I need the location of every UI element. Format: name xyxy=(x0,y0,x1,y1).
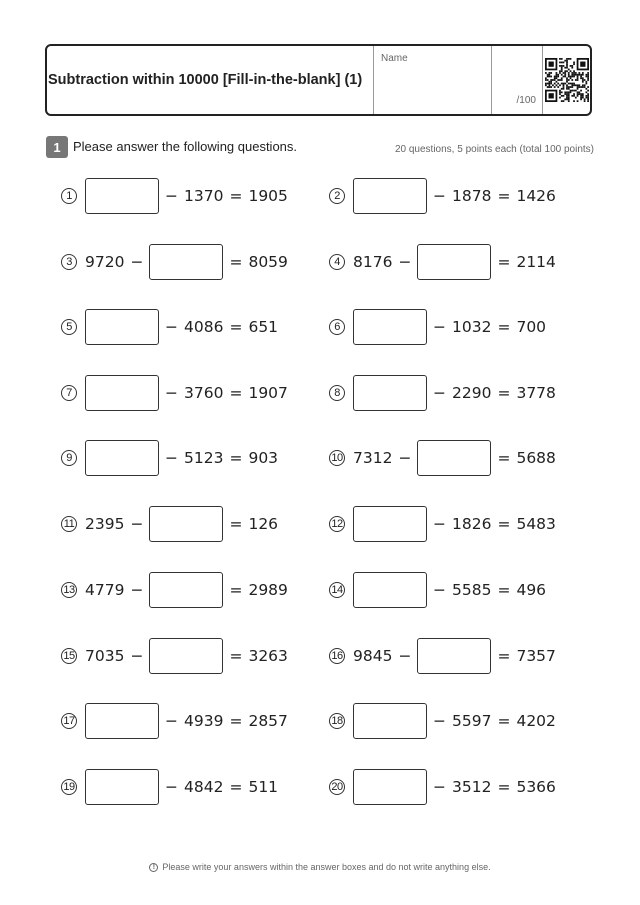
answer-box[interactable] xyxy=(149,506,223,542)
score-field xyxy=(492,46,543,114)
question-number: 3 xyxy=(61,254,77,270)
difference: 2114 xyxy=(516,253,556,271)
equals-sign: = xyxy=(229,778,243,796)
answer-box[interactable] xyxy=(85,178,159,214)
answer-box[interactable] xyxy=(417,440,491,476)
question-number: 18 xyxy=(329,713,345,729)
answer-box[interactable] xyxy=(85,309,159,345)
minuend: 2395 xyxy=(85,515,125,533)
question-number: 12 xyxy=(329,516,345,532)
qr-cell xyxy=(543,46,590,114)
answer-box[interactable] xyxy=(417,244,491,280)
points-note: 20 questions, 5 points each (total 100 points) xyxy=(394,144,594,155)
difference: 3263 xyxy=(248,647,288,665)
question-number: 5 xyxy=(61,319,77,335)
minus-sign: − xyxy=(433,318,446,336)
difference: 2989 xyxy=(248,581,288,599)
difference: 496 xyxy=(516,581,547,599)
question-number: 15 xyxy=(61,648,77,664)
difference: 4202 xyxy=(516,712,556,730)
minus-sign: − xyxy=(398,647,412,665)
difference: 1426 xyxy=(516,187,556,205)
equals-sign: = xyxy=(229,712,243,730)
equals-sign: = xyxy=(497,253,511,271)
equals-sign: = xyxy=(229,647,243,665)
question-number: 14 xyxy=(329,582,345,598)
difference: 5483 xyxy=(516,515,556,533)
section-header xyxy=(46,136,594,158)
question-number: 17 xyxy=(61,713,77,729)
difference: 3778 xyxy=(516,384,556,402)
subtrahend: 1878 xyxy=(452,187,492,205)
answer-box[interactable] xyxy=(353,703,427,739)
minus-sign: − xyxy=(165,187,178,205)
answer-box[interactable] xyxy=(353,178,427,214)
question-number: 4 xyxy=(329,254,345,270)
subtrahend: 4939 xyxy=(184,712,224,730)
subtrahend: 5123 xyxy=(184,449,224,467)
question-15 xyxy=(61,638,288,674)
equals-sign: = xyxy=(229,581,243,599)
equals-sign: = xyxy=(229,187,243,205)
score-label: /100 xyxy=(516,95,536,106)
footer xyxy=(0,862,640,872)
qr-code-icon xyxy=(545,58,589,102)
subtrahend: 5585 xyxy=(452,581,492,599)
question-number: 19 xyxy=(61,779,77,795)
difference: 511 xyxy=(248,778,279,796)
difference: 1907 xyxy=(248,384,288,402)
question-14 xyxy=(329,572,546,608)
worksheet-title: Subtraction within 10000 [Fill-in-the-blank] (1) xyxy=(48,72,363,88)
subtrahend: 4086 xyxy=(184,318,224,336)
subtrahend: 2290 xyxy=(452,384,492,402)
minus-sign: − xyxy=(165,778,178,796)
question-number: 20 xyxy=(329,779,345,795)
question-number: 8 xyxy=(329,385,345,401)
minus-sign: − xyxy=(130,647,144,665)
minus-sign: − xyxy=(398,449,412,467)
minuend: 4779 xyxy=(85,581,125,599)
answer-box[interactable] xyxy=(353,309,427,345)
equals-sign: = xyxy=(497,515,511,533)
difference: 5366 xyxy=(516,778,556,796)
difference: 2857 xyxy=(248,712,288,730)
answer-box[interactable] xyxy=(85,769,159,805)
minus-sign: − xyxy=(433,778,446,796)
question-13 xyxy=(61,572,288,608)
name-field[interactable] xyxy=(374,46,492,114)
subtrahend: 4842 xyxy=(184,778,224,796)
difference: 8059 xyxy=(248,253,288,271)
subtrahend: 1032 xyxy=(452,318,492,336)
answer-box[interactable] xyxy=(353,572,427,608)
question-number: 1 xyxy=(61,188,77,204)
question-12 xyxy=(329,506,556,542)
minus-sign: − xyxy=(433,187,446,205)
difference: 126 xyxy=(248,515,279,533)
equals-sign: = xyxy=(229,318,243,336)
equals-sign: = xyxy=(497,318,511,336)
title-cell xyxy=(47,46,374,114)
section-number-badge: 1 xyxy=(46,136,68,158)
minus-sign: − xyxy=(130,253,144,271)
answer-box[interactable] xyxy=(85,440,159,476)
minuend: 7312 xyxy=(353,449,393,467)
question-number: 6 xyxy=(329,319,345,335)
question-number: 10 xyxy=(329,450,345,466)
question-3 xyxy=(61,244,288,280)
answer-box[interactable] xyxy=(149,638,223,674)
answer-box[interactable] xyxy=(417,638,491,674)
question-number: 13 xyxy=(61,582,77,598)
question-number: 7 xyxy=(61,385,77,401)
minus-sign: − xyxy=(165,384,178,402)
question-8 xyxy=(329,375,556,411)
minus-sign: − xyxy=(165,449,178,467)
minus-sign: − xyxy=(165,712,178,730)
question-10 xyxy=(329,440,556,476)
subtrahend: 1370 xyxy=(184,187,224,205)
minus-sign: − xyxy=(433,384,446,402)
footer-note: Please write your answers within the answer boxes and do not write anything else. xyxy=(162,862,491,872)
question-number: 2 xyxy=(329,188,345,204)
question-17 xyxy=(61,703,288,739)
subtrahend: 5597 xyxy=(452,712,492,730)
answer-box[interactable] xyxy=(353,769,427,805)
minus-sign: − xyxy=(130,515,144,533)
worksheet-header xyxy=(45,44,592,116)
answer-box[interactable] xyxy=(149,244,223,280)
minus-sign: − xyxy=(433,581,446,599)
question-19 xyxy=(61,769,278,805)
answer-box[interactable] xyxy=(353,375,427,411)
question-9 xyxy=(61,440,278,476)
question-number: 11 xyxy=(61,516,77,532)
answer-box[interactable] xyxy=(149,572,223,608)
minuend: 9845 xyxy=(353,647,393,665)
subtrahend: 3760 xyxy=(184,384,224,402)
difference: 700 xyxy=(516,318,547,336)
difference: 5688 xyxy=(516,449,556,467)
equals-sign: = xyxy=(497,449,511,467)
minus-sign: − xyxy=(433,712,446,730)
question-11 xyxy=(61,506,278,542)
equals-sign: = xyxy=(497,647,511,665)
question-5 xyxy=(61,309,278,345)
equals-sign: = xyxy=(497,187,511,205)
question-16 xyxy=(329,638,556,674)
difference: 903 xyxy=(248,449,279,467)
question-6 xyxy=(329,309,546,345)
minuend: 9720 xyxy=(85,253,125,271)
minus-sign: − xyxy=(130,581,144,599)
equals-sign: = xyxy=(497,778,511,796)
question-number: 16 xyxy=(329,648,345,664)
difference: 7357 xyxy=(516,647,556,665)
minus-sign: − xyxy=(165,318,178,336)
answer-box[interactable] xyxy=(85,375,159,411)
question-2 xyxy=(329,178,556,214)
question-number: 9 xyxy=(61,450,77,466)
equals-sign: = xyxy=(229,449,243,467)
equals-sign: = xyxy=(497,712,511,730)
question-1 xyxy=(61,178,288,214)
minuend: 7035 xyxy=(85,647,125,665)
difference: 1905 xyxy=(248,187,288,205)
subtrahend: 1826 xyxy=(452,515,492,533)
difference: 651 xyxy=(248,318,279,336)
answer-box[interactable] xyxy=(353,506,427,542)
name-label: Name xyxy=(381,53,408,64)
minuend: 8176 xyxy=(353,253,393,271)
minus-sign: − xyxy=(433,515,446,533)
subtrahend: 3512 xyxy=(452,778,492,796)
equals-sign: = xyxy=(497,581,511,599)
section-instruction: Please answer the following questions. xyxy=(73,139,298,154)
equals-sign: = xyxy=(229,384,243,402)
equals-sign: = xyxy=(229,253,243,271)
question-18 xyxy=(329,703,556,739)
equals-sign: = xyxy=(497,384,511,402)
info-icon: ! xyxy=(149,863,158,872)
question-4 xyxy=(329,244,556,280)
equals-sign: = xyxy=(229,515,243,533)
question-20 xyxy=(329,769,556,805)
minus-sign: − xyxy=(398,253,412,271)
answer-box[interactable] xyxy=(85,703,159,739)
question-7 xyxy=(61,375,288,411)
